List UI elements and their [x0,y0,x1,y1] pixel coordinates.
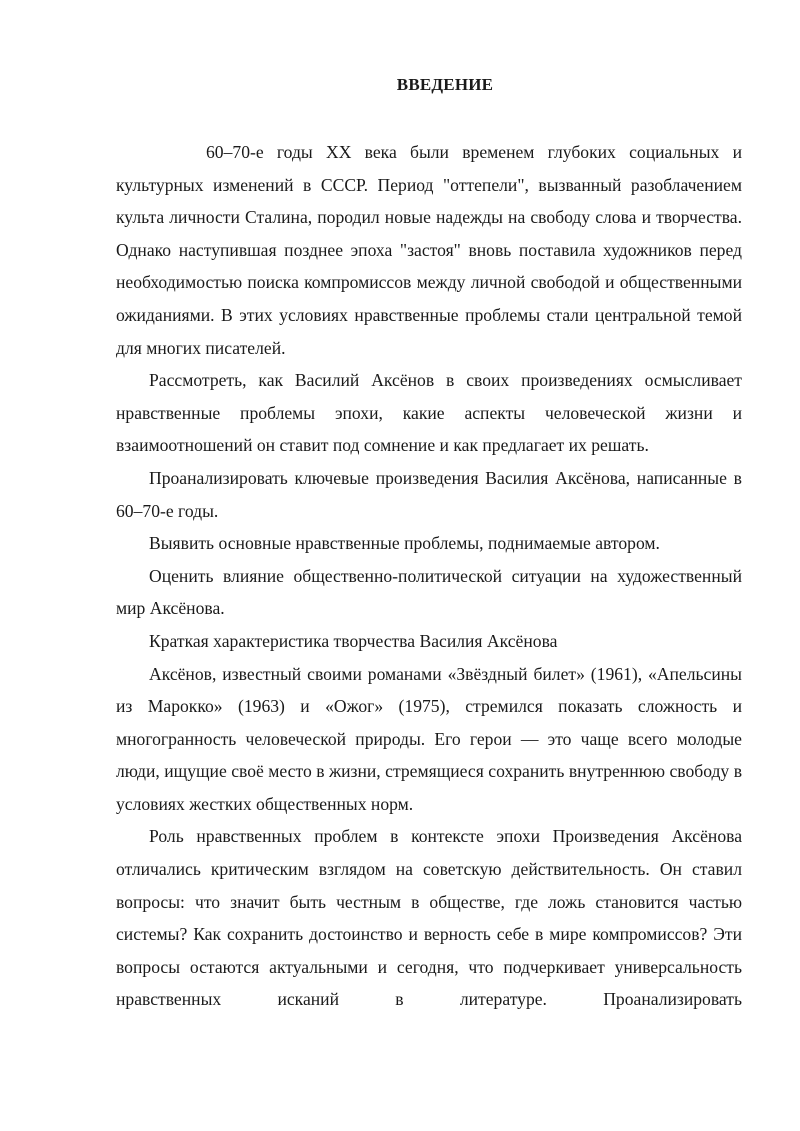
paragraph-section-title: Краткая характеристика творчества Василия Аксёнова [149,630,558,651]
document-body [116,136,742,1016]
paragraph-works: Аксёнов, известный своими романами «Звёздный билет» (1961), «Апельсины из Марокко» (1963) и «Ожог» (1975), стремился показать сложность и многогранность человеческой природы. Его герои — это чаще всего молодые люди, ищущие своё место в жизни, стремящиеся сохранить внутреннюю свободу в условиях жестких общественных норм. [116,663,742,814]
paragraph-task-evaluate: Оценить влияние общественно-политической ситуации на художественный мир Аксёнова. [116,565,742,619]
paragraph-goal: Рассмотреть, как Василий Аксёнов в своих произведениях осмысливает нравственные проблемы эпохи, какие аспекты человеческой жизни и взаимоотношений он ставит под сомнение и как предлагает их решать. [116,370,742,456]
paragraph-moral-problems: Роль нравственных проблем в контексте эпохи Произведения Аксёнова отличались критическим взглядом на советскую действительность. Он ставил вопросы: что значит быть честным в обществе, где ложь становится частью системы? Как сохранить достоинство и верность себе в мире компромиссов? Эти вопросы остаются актуальными и сегодня, что подчеркивает универсальность нравственных исканий в литературе. Проанализировать [116,826,742,1010]
paragraph-intro: 60–70-е годы XX века были временем глубоких социальных и культурных изменений в СССР. Период "оттепели", вызванный разоблачением культа личности Сталина, породил новые надежды на свободу слова и творчества. Однако наступившая позднее эпоха "застоя" вновь поставила художников перед необходимостью поиска компромиссов между личной свободой и общественными ожиданиями. В этих условиях нравственные проблемы стали центральной темой для многих писателей. [116,142,742,358]
paragraph-task-identify: Выявить основные нравственные проблемы, поднимаемые автором. [149,533,660,554]
document-heading: ВВЕДЕНИЕ [396,75,494,94]
paragraph-task-analyze: Проанализировать ключевые произведения Василия Аксёнова, написанные в 60–70-е годы. [116,467,742,521]
